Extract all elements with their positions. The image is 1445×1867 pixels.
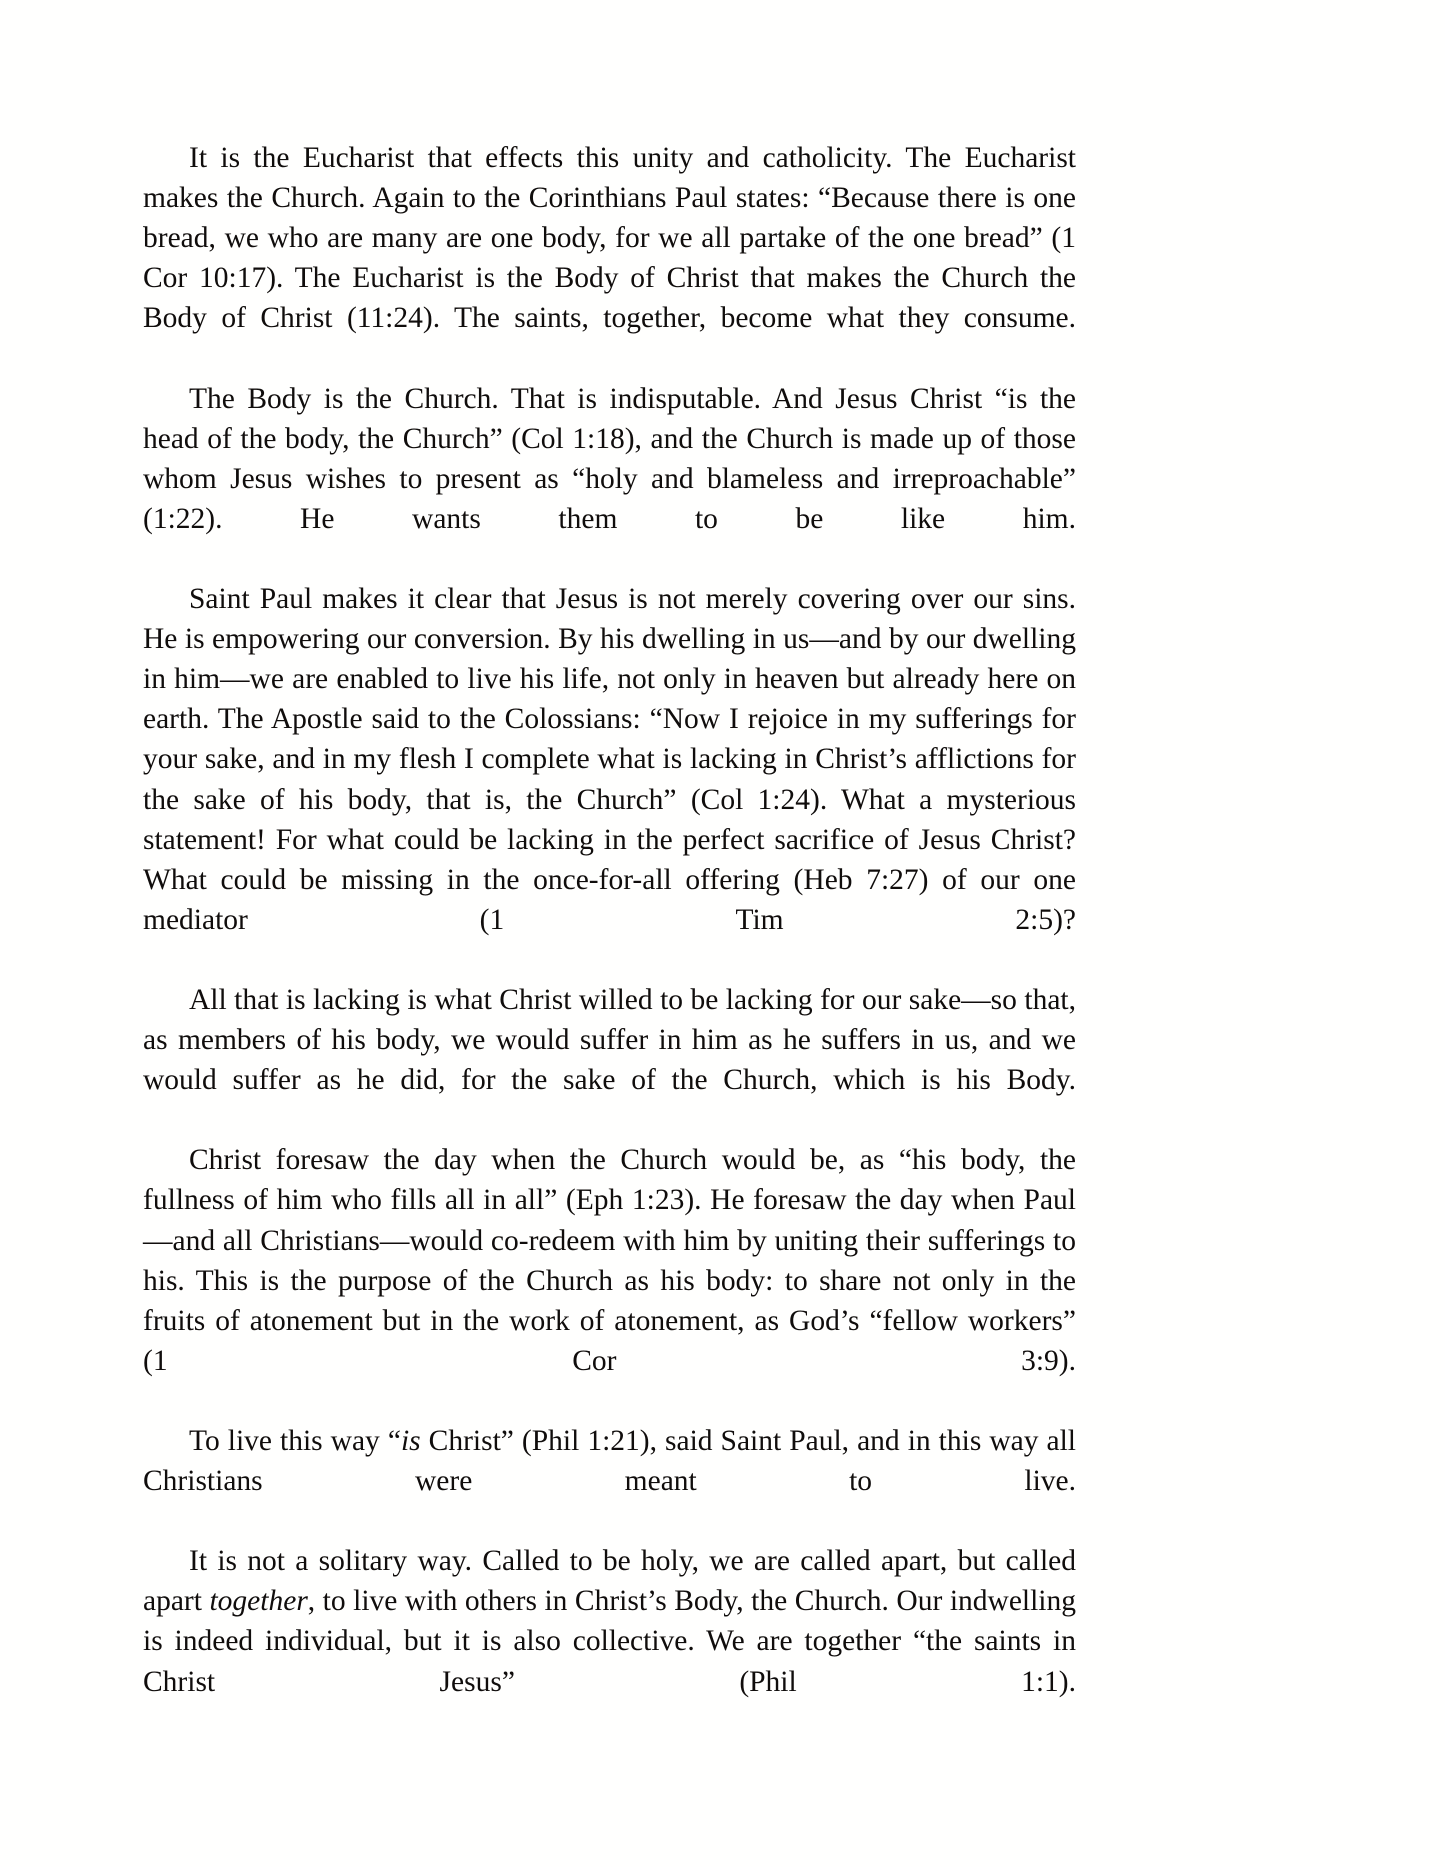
body-text: Saint Paul makes it clear that Jesus is not merely covering over our sins. He is empowering our conversion. By his dwelling in us—and by our dwelling in him—we are enabled to live his life, not only in heaven but already here on earth. The Apostle said to the Colossians: “Now I rejoice in my sufferings for your sake, and in my flesh I complete what is lacking in Christ’s afflictions for the sake of his body, that is, the Church” (Col 1:24). What a mysterious statement! For what could be lacking in the perfect sacrifice of Jesus Christ? What could be missing in the once-for-all offering (Heb 7:27) of our one mediator (1 Tim 2:5)? (143, 583, 1076, 936)
body-text: , to live with others in Christ’s Body, the Church. Our indwelling is indeed individual, but it is also collective. We are together “the saints in Christ Jesus” (Phil 1:1). (143, 1585, 1076, 1698)
body-text: It is not a solitary way. Called to be holy, we are called apart, but called apart (143, 1545, 1076, 1618)
paragraph (143, 980, 1076, 1140)
body-text: The Body is the Church. That is indisputable. And Jesus Christ “is the head of the body, the Church” (Col 1:18), and the Church is made up of those whom Jesus wishes to present as “holy and blameless and irreproachable” (1:22). He wants them to be like him. (143, 382, 1076, 535)
body-text: To live this way “ (189, 1425, 401, 1457)
emphasis-text: is (400, 1425, 421, 1457)
paragraph (143, 1421, 1076, 1541)
page-text-body (143, 138, 1076, 1742)
emphasis-text: together (209, 1585, 308, 1618)
body-text: All that is lacking is what Christ willed to be lacking for our sake—so that, as members of his body, we would suffer in him as he suffers in us, and we would suffer as he did, for the sake of the Church, which is his Body. (143, 983, 1076, 1097)
body-text: Christ” (Phil 1:21), said Saint Paul, and in this way all Christians were meant to live. (143, 1425, 1077, 1498)
paragraph (143, 1140, 1076, 1421)
paragraph (143, 379, 1076, 579)
paragraph (143, 138, 1076, 379)
body-text: Christ foresaw the day when the Church would be, as “his body, the fullness of him who fills all in all” (Eph 1:23). He foresaw the day when Paul—and all Christians—would co-redeem with him by uniting their sufferings to his. This is the purpose of the Church as his body: to share not only in the fruits of atonement but in the work of atonement, as God’s “fellow workers” (1 Cor 3:9). (143, 1144, 1076, 1377)
paragraph (143, 579, 1076, 980)
body-text: It is the Eucharist that effects this unity and catholicity. The Eucharist makes the Church. Again to the Corinthians Paul states: “Because there is one bread, we who are many are one body, for we all partake of the one bread” (1 Cor 10:17). The Eucharist is the Body of Christ that makes the Church the Body of Christ (11:24). The saints, together, become what they consume. (143, 142, 1076, 335)
paragraph (143, 1541, 1076, 1741)
